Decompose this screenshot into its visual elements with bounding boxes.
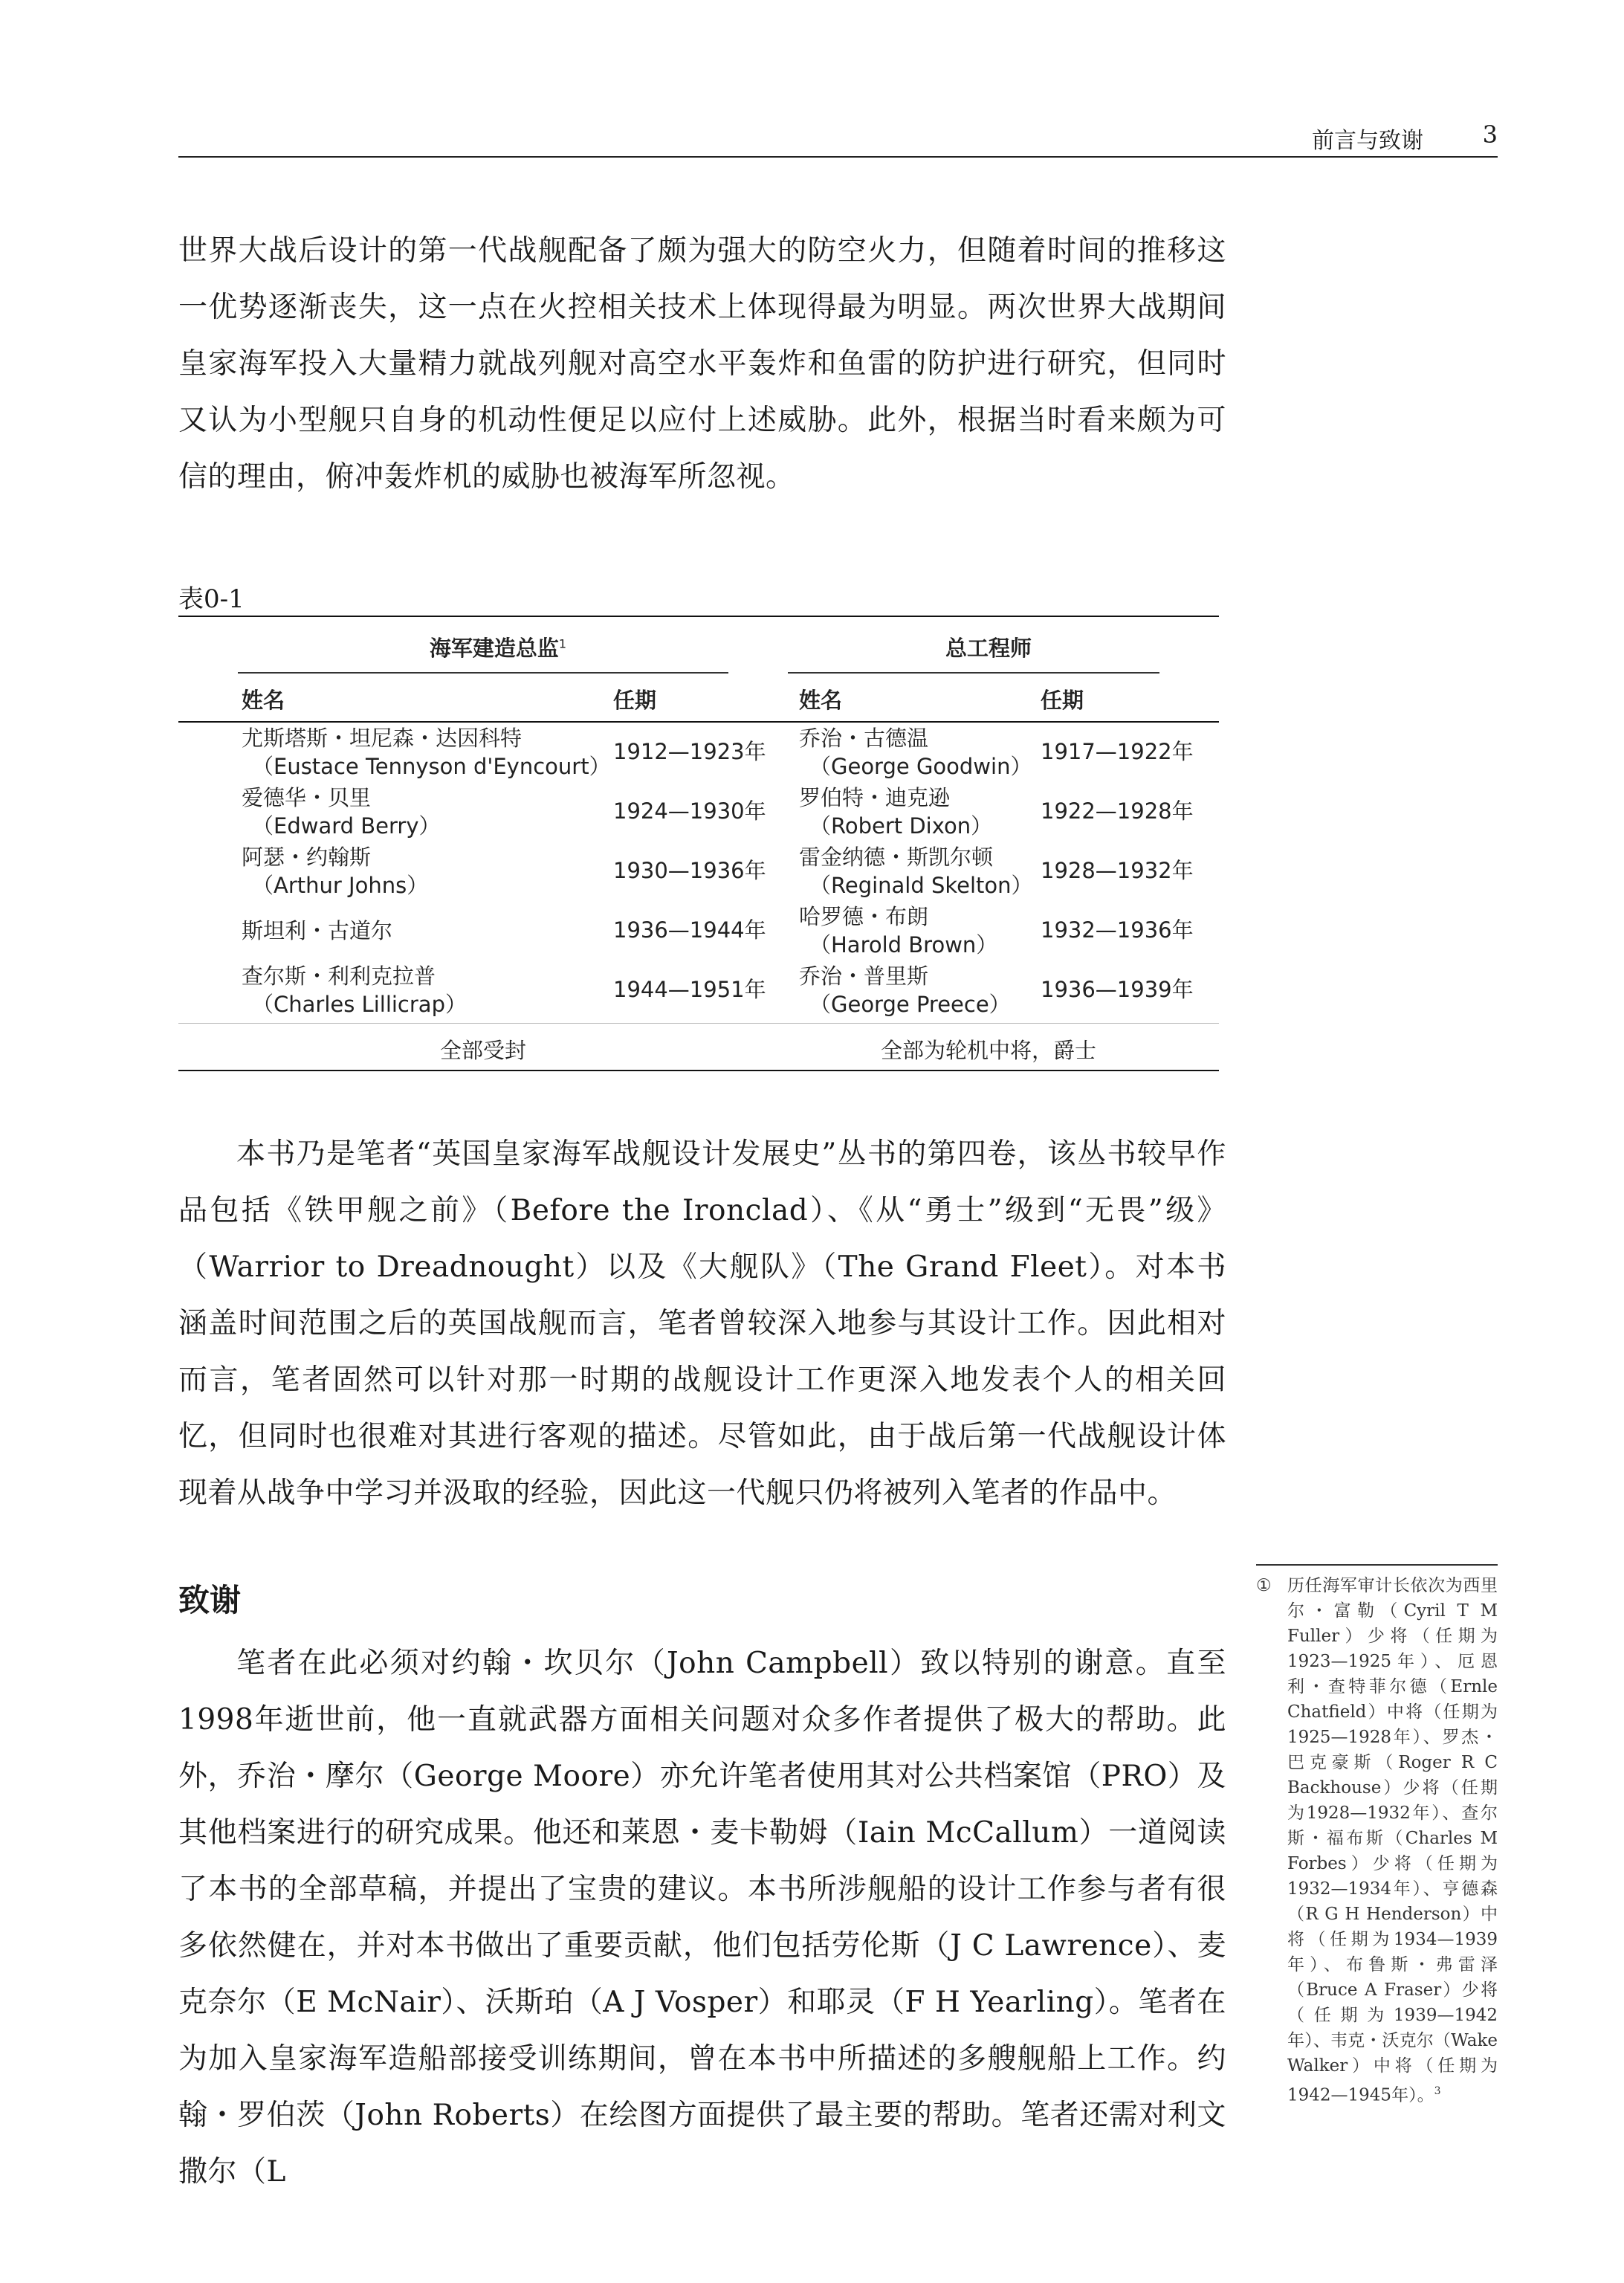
- engineer-name: 乔治・古德温 （George Goodwin）: [799, 726, 1032, 779]
- table-row: [178, 960, 1219, 1020]
- director-term: 1936—1944年: [613, 917, 766, 943]
- director-name: 爱德华・贝里 （Edward Berry）: [242, 785, 441, 839]
- table-row: [178, 901, 1219, 960]
- engineer-term: 1936—1939年: [1041, 977, 1194, 1002]
- sidenote: [1256, 1573, 1498, 2108]
- engineer-name: 罗伯特・迪克逊 （Robert Dixon）: [799, 785, 993, 839]
- officials-table: [178, 616, 1219, 1071]
- table-caption: 表0-1: [178, 584, 245, 614]
- group-title-engineer: 总工程师: [945, 636, 1032, 661]
- director-name: 斯坦利・古道尔: [242, 918, 393, 943]
- table-footer: [178, 1023, 1219, 1070]
- column-header-term: 任期: [1041, 688, 1084, 713]
- director-name: 尤斯塔斯・坦尼森・达因科特 （Eustace Tennyson d'Eyncourt）: [242, 726, 611, 779]
- table-group-header: [178, 617, 1219, 675]
- table-row: [178, 782, 1219, 842]
- sidenote-text: 历任海军审计长依次为西里尔・富勒（Cyril T M Fuller）少将（任期为1923—1925年）、厄恩利・查特菲尔德（Ernle Chatfield）中将（任期为1925—1928年）、罗杰・巴克豪斯（Roger R C Backhouse）少将（任期为1928—1932年）、查尔斯・福布斯（Charles M Forbes）少将（任期为1932—1934年）、亨德森（R G H Henderson）中将（任期为1934—1939年）、布鲁斯・弗雷泽（Bruce A Fraser）少将（任期为1939—1942年）、韦克・沃克尔（Wake Walker）中将（任期为1942—1945年）。$^3$: [1287, 1576, 1498, 2105]
- paragraph-acknowledgements: 笔者在此必须对约翰・坎贝尔（John Campbell）致以特别的谢意。直至1998年逝世前，他一直就武器方面相关问题对众多作者提供了极大的帮助。此外，乔治・摩尔（George Moore）亦允许笔者使用其对公共档案馆（PRO）及其他档案进行的研究成果。他还和莱恩・麦卡勒姆（Iain McCallum）一道阅读了本书的全部草稿，并提出了宝贵的建议。本书所涉舰船的设计工作参与者有很多依然健在，并对本书做出了重要贡献，他们包括劳伦斯（J C Lawrence）、麦克奈尔（E McNair）、沃斯珀（A J Vosper）和耶灵（F H Yearling）。笔者在为加入皇家海军造船部接受训练期间，曾在本书中所描述的多艘舰船上工作。约翰・罗伯茨（John Roberts）在绘图方面提供了最主要的帮助。笔者还需对利文撒尔（L: [178, 1647, 1226, 2189]
- footnote-marker: 1: [558, 636, 567, 651]
- sidenote-divider: [1256, 1564, 1498, 1566]
- footer-right: 全部为轮机中将，爵士: [880, 1038, 1096, 1063]
- director-term: 1930—1936年: [613, 858, 766, 883]
- director-name: 查尔斯・利利克拉普 （Charles Lillicrap）: [242, 963, 467, 1017]
- column-header-name: 姓名: [799, 688, 843, 713]
- group-title-director: 海军建造总监$^1$: [429, 636, 567, 661]
- paragraph-intro: 世界大战后设计的第一代战舰配备了颇为强大的防空火力，但随着时间的推移这一优势逐渐丧失，这一点在火控相关技术上体现得最为明显。两次世界大战期间皇家海军投入大量精力就战列舰对高空水平轰炸和鱼雷的防护进行研究，但同时又认为小型舰只自身的机动性便足以应付上述威胁。此外，根据当时看来颇为可信的理由，俯冲轰炸机的威胁也被海军所忽视。: [178, 234, 1226, 494]
- engineer-term: 1932—1936年: [1041, 917, 1194, 943]
- director-term: 1924—1930年: [613, 798, 766, 824]
- group-divider: [238, 672, 728, 674]
- engineer-term: 1917—1922年: [1041, 739, 1194, 764]
- sidenote-ref: 3: [1434, 2085, 1441, 2097]
- header-title: 前言与致谢: [1312, 128, 1423, 154]
- page-number: 3: [1482, 120, 1498, 149]
- footer-left: 全部受封: [439, 1038, 526, 1063]
- engineer-name: 雷金纳德・斯凯尔顿 （Reginald Skelton）: [799, 845, 1033, 898]
- paragraph-series: 本书乃是笔者“英国皇家海军战舰设计发展史”丛书的第四卷，该丛书较早作品包括《铁甲舰之前》（Before the Ironclad）、《从“勇士”级到“无畏”级》（Warrior to Dreadnought）以及《大舰队》（The Grand Fleet）。对本书涵盖时间范围之后的英国战舰而言，笔者曾较深入地参与其设计工作。因此相对而言，笔者固然可以针对那一时期的战舰设计工作更深入地发表个人的相关回忆，但同时也很难对其进行客观的描述。尽管如此，由于战后第一代战舰设计体现着从战争中学习并汲取的经验，因此这一代舰只仍将被列入笔者的作品中。: [178, 1137, 1226, 1510]
- table-row: [178, 842, 1219, 901]
- section-heading: 致谢: [178, 1582, 242, 1618]
- sidenote-marker: ①: [1256, 1576, 1272, 1595]
- table-row: [178, 723, 1219, 782]
- table-column-header: [178, 675, 1219, 723]
- column-header-term: 任期: [613, 688, 657, 713]
- engineer-term: 1928—1932年: [1041, 858, 1194, 883]
- column-header-name: 姓名: [242, 688, 285, 713]
- engineer-name: 乔治・普里斯 （George Preece）: [799, 963, 1011, 1017]
- director-term: 1944—1951年: [613, 977, 766, 1002]
- director-term: 1912—1923年: [613, 739, 766, 764]
- engineer-name: 哈罗德・布朗 （Harold Brown）: [799, 904, 998, 958]
- running-header: [178, 117, 1498, 158]
- group-divider: [788, 672, 1159, 674]
- engineer-term: 1922—1928年: [1041, 798, 1194, 824]
- director-name: 阿瑟・约翰斯 （Arthur Johns）: [242, 845, 429, 898]
